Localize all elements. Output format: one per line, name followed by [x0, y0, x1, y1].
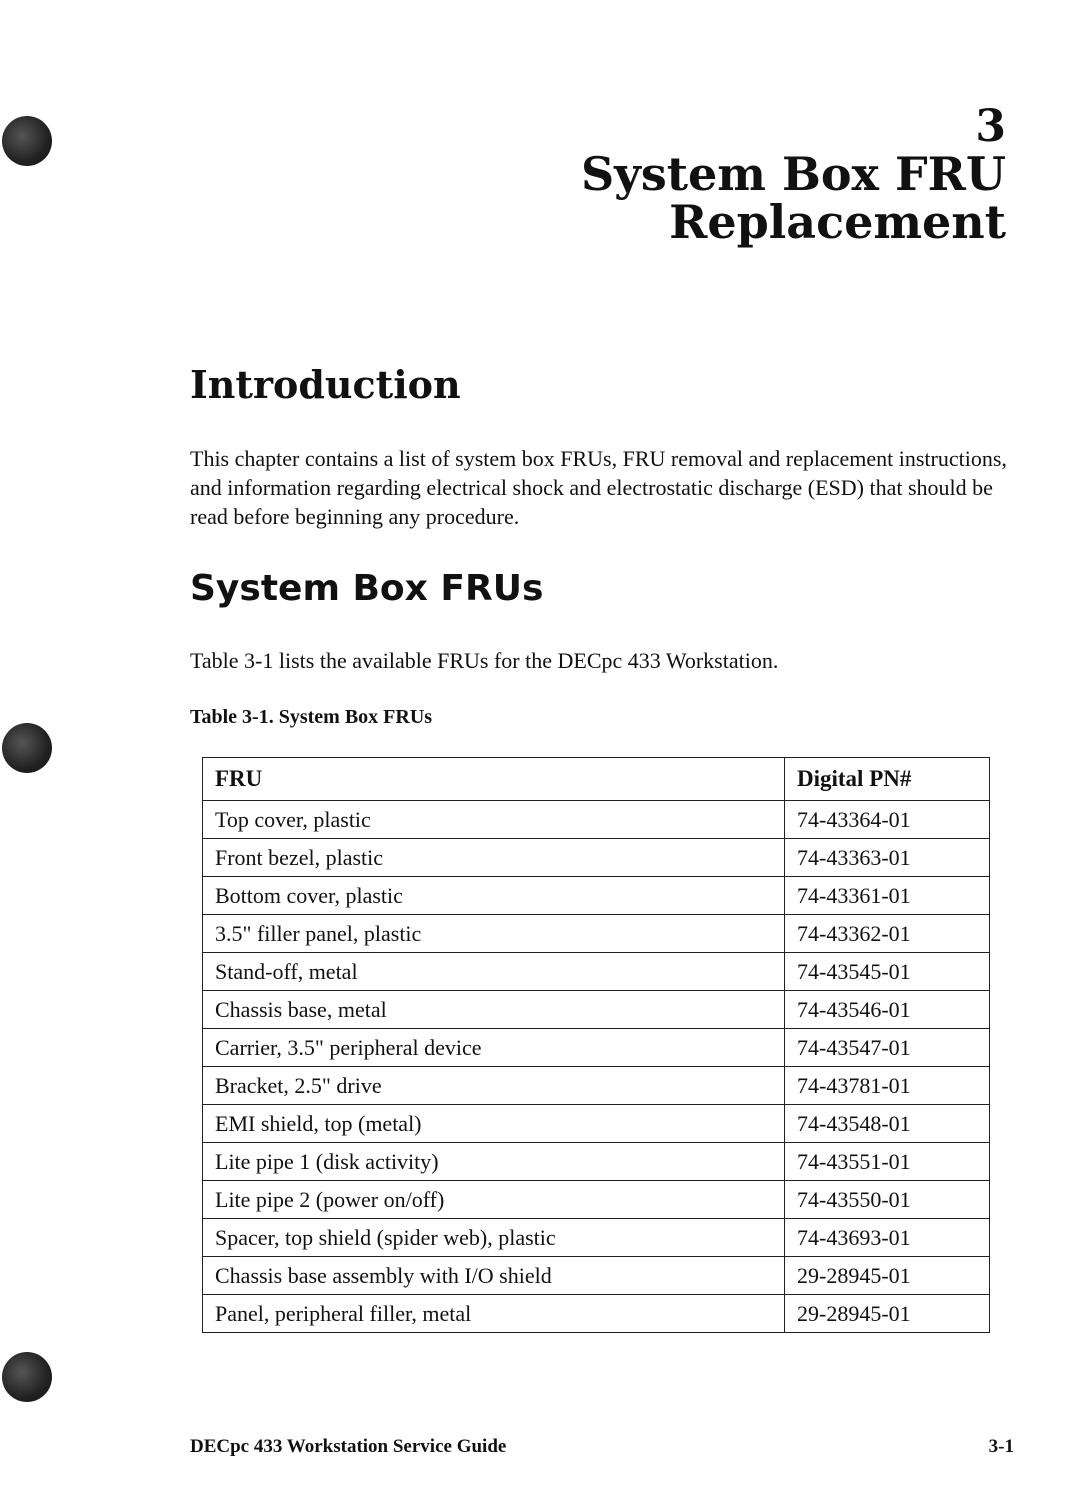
fru-name-cell: Chassis base, metal: [203, 991, 785, 1029]
part-number-cell: 74-43547-01: [785, 1029, 990, 1067]
column-header-fru: FRU: [203, 758, 785, 801]
part-number-cell: 74-43363-01: [785, 839, 990, 877]
table-row: [203, 839, 990, 877]
part-number-cell: 74-43364-01: [785, 801, 990, 839]
part-number-cell: 29-28945-01: [785, 1295, 990, 1333]
binder-hole-top: [2, 116, 52, 166]
binder-hole-middle: [2, 723, 52, 773]
footer-title: DECpc 433 Workstation Service Guide: [190, 1436, 507, 1457]
part-number-cell: 74-43546-01: [785, 991, 990, 1029]
table-row: [203, 1295, 990, 1333]
fru-name-cell: Bracket, 2.5" drive: [203, 1067, 785, 1105]
fru-name-cell: Spacer, top shield (spider web), plastic: [203, 1219, 785, 1257]
system-box-frus-paragraph: Table 3-1 lists the available FRUs for the DECpc 433 Workstation.: [190, 648, 779, 673]
part-number-cell: 29-28945-01: [785, 1257, 990, 1295]
table-row: [203, 1143, 990, 1181]
chapter-title-line-2: Replacement: [669, 195, 1006, 250]
part-number-cell: 74-43781-01: [785, 1067, 990, 1105]
table-row: [203, 1181, 990, 1219]
binder-hole-bottom: [2, 1352, 52, 1402]
chapter-title-line-1: System Box FRU: [580, 147, 1006, 202]
fru-name-cell: Top cover, plastic: [203, 801, 785, 839]
fru-name-cell: Lite pipe 2 (power on/off): [203, 1181, 785, 1219]
table-row: [203, 1029, 990, 1067]
fru-name-cell: EMI shield, top (metal): [203, 1105, 785, 1143]
table-row: [203, 1219, 990, 1257]
introduction-paragraph: This chapter contains a list of system box FRUs, FRU removal and replacement instructions, and information regarding electrical shock and electrostatic discharge (ESD) that should be read before beginning any procedure.: [190, 446, 1007, 529]
table-row: [203, 991, 990, 1029]
part-number-cell: 74-43550-01: [785, 1181, 990, 1219]
fru-name-cell: 3.5" filler panel, plastic: [203, 915, 785, 953]
table-caption: Table 3-1. System Box FRUs: [190, 706, 433, 728]
table-row: [203, 1105, 990, 1143]
table-row: [203, 915, 990, 953]
fru-name-cell: Stand-off, metal: [203, 953, 785, 991]
page-number: 3-1: [988, 1436, 1014, 1457]
fru-name-cell: Carrier, 3.5" peripheral device: [203, 1029, 785, 1067]
table-row: [203, 1257, 990, 1295]
column-header-part-number: Digital PN#: [785, 758, 990, 801]
table-row: [203, 953, 990, 991]
fru-table: [202, 757, 990, 1333]
introduction-heading: Introduction: [190, 362, 461, 407]
part-number-cell: 74-43362-01: [785, 915, 990, 953]
part-number-cell: 74-43548-01: [785, 1105, 990, 1143]
system-box-frus-heading: System Box FRUs: [190, 568, 544, 609]
table-row: [203, 801, 990, 839]
part-number-cell: 74-43693-01: [785, 1219, 990, 1257]
fru-name-cell: Lite pipe 1 (disk activity): [203, 1143, 785, 1181]
chapter-number: 3: [975, 101, 1006, 152]
fru-name-cell: Bottom cover, plastic: [203, 877, 785, 915]
chapter-heading: [580, 101, 1006, 250]
table-header-row: [203, 758, 990, 801]
part-number-cell: 74-43551-01: [785, 1143, 990, 1181]
fru-name-cell: Chassis base assembly with I/O shield: [203, 1257, 785, 1295]
part-number-cell: 74-43545-01: [785, 953, 990, 991]
table-row: [203, 1067, 990, 1105]
fru-table-body: [203, 801, 990, 1333]
part-number-cell: 74-43361-01: [785, 877, 990, 915]
table-row: [203, 877, 990, 915]
fru-name-cell: Front bezel, plastic: [203, 839, 785, 877]
fru-name-cell: Panel, peripheral filler, metal: [203, 1295, 785, 1333]
